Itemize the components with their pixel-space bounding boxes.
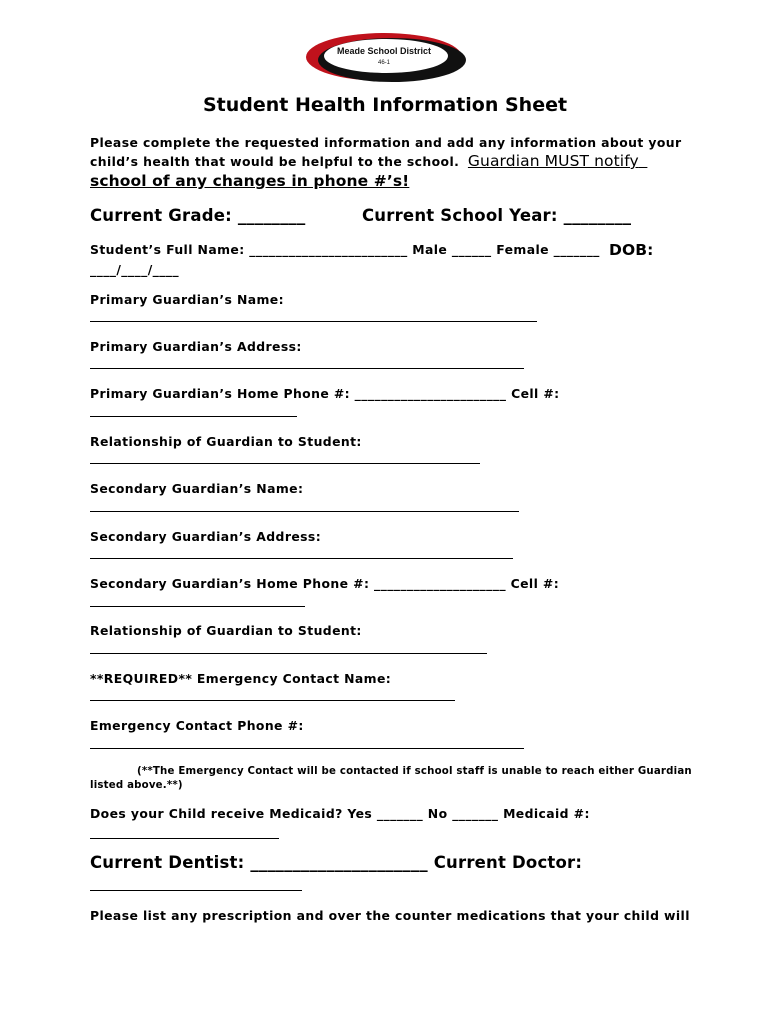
medicaid-number-input[interactable] <box>90 838 279 839</box>
secondary-guardian-address-label: Secondary Guardian’s Address: <box>90 529 322 544</box>
secondary-guardian-phone-field[interactable]: Secondary Guardian’s Home Phone #: ____________________ Cell #: <box>90 576 560 591</box>
logo-number: 46-1 <box>377 60 391 66</box>
logo-swoosh-icon <box>300 30 470 85</box>
page-title: Student Health Information Sheet <box>202 94 568 116</box>
primary-guardian-name-label: Primary Guardian’s Name: <box>90 292 284 307</box>
medicaid-field[interactable]: Does your Child receive Medicaid? Yes _______ No _______ Medicaid #: <box>90 806 590 821</box>
primary-guardian-address-input[interactable] <box>90 368 524 369</box>
relationship-2-input[interactable] <box>90 653 487 654</box>
secondary-guardian-name-label: Secondary Guardian’s Name: <box>90 481 304 496</box>
emergency-contact-name-input[interactable] <box>90 700 455 701</box>
emergency-note-line-2: listed above.**) <box>90 780 183 791</box>
emergency-contact-phone-label: Emergency Contact Phone #: <box>90 718 304 733</box>
current-grade-field[interactable]: Current Grade: ________ <box>90 206 306 225</box>
emergency-contact-name-label: **REQUIRED** Emergency Contact Name: <box>90 671 392 686</box>
notice-part-1: Guardian MUST notify <box>467 152 639 170</box>
relationship-1-label: Relationship of Guardian to Student: <box>90 434 362 449</box>
secondary-guardian-name-input[interactable] <box>90 511 519 512</box>
primary-guardian-address-label: Primary Guardian’s Address: <box>90 339 302 354</box>
intro-line-1: Please complete the requested information and add any information about your <box>90 135 682 150</box>
primary-guardian-name-input[interactable] <box>90 321 537 322</box>
intro-line-2 <box>90 152 647 170</box>
school-district-logo <box>300 30 470 85</box>
current-doctor-input[interactable] <box>90 890 302 891</box>
emergency-note-line-1: (**The Emergency Contact will be contacted if school staff is unable to reach either Guardian <box>137 766 692 777</box>
primary-guardian-cell-input[interactable] <box>90 416 297 417</box>
dob-field[interactable]: ____/____/____ <box>90 262 179 277</box>
relationship-1-input[interactable] <box>90 463 480 464</box>
primary-guardian-phone-field[interactable]: Primary Guardian’s Home Phone #: _______________________ Cell #: <box>90 386 560 401</box>
dentist-doctor-field[interactable]: Current Dentist: _____________________ Current Doctor: <box>90 853 583 872</box>
secondary-guardian-address-input[interactable] <box>90 558 513 559</box>
secondary-guardian-cell-input[interactable] <box>90 606 305 607</box>
student-name-gender-field[interactable]: Student’s Full Name: ________________________ Male ______ Female _______ <box>90 242 600 257</box>
medications-prompt: Please list any prescription and over the counter medications that your child will <box>90 908 690 923</box>
logo-name: Meade School District <box>336 46 432 56</box>
relationship-2-label: Relationship of Guardian to Student: <box>90 623 362 638</box>
emergency-contact-phone-input[interactable] <box>90 748 524 749</box>
dob-label: DOB: <box>609 241 654 259</box>
intro-line-2-text: child’s health that would be helpful to the school. <box>90 154 460 169</box>
current-school-year-field[interactable]: Current School Year: ________ <box>362 206 632 225</box>
notice-part-2: school of any changes in phone #’s! <box>90 172 410 190</box>
